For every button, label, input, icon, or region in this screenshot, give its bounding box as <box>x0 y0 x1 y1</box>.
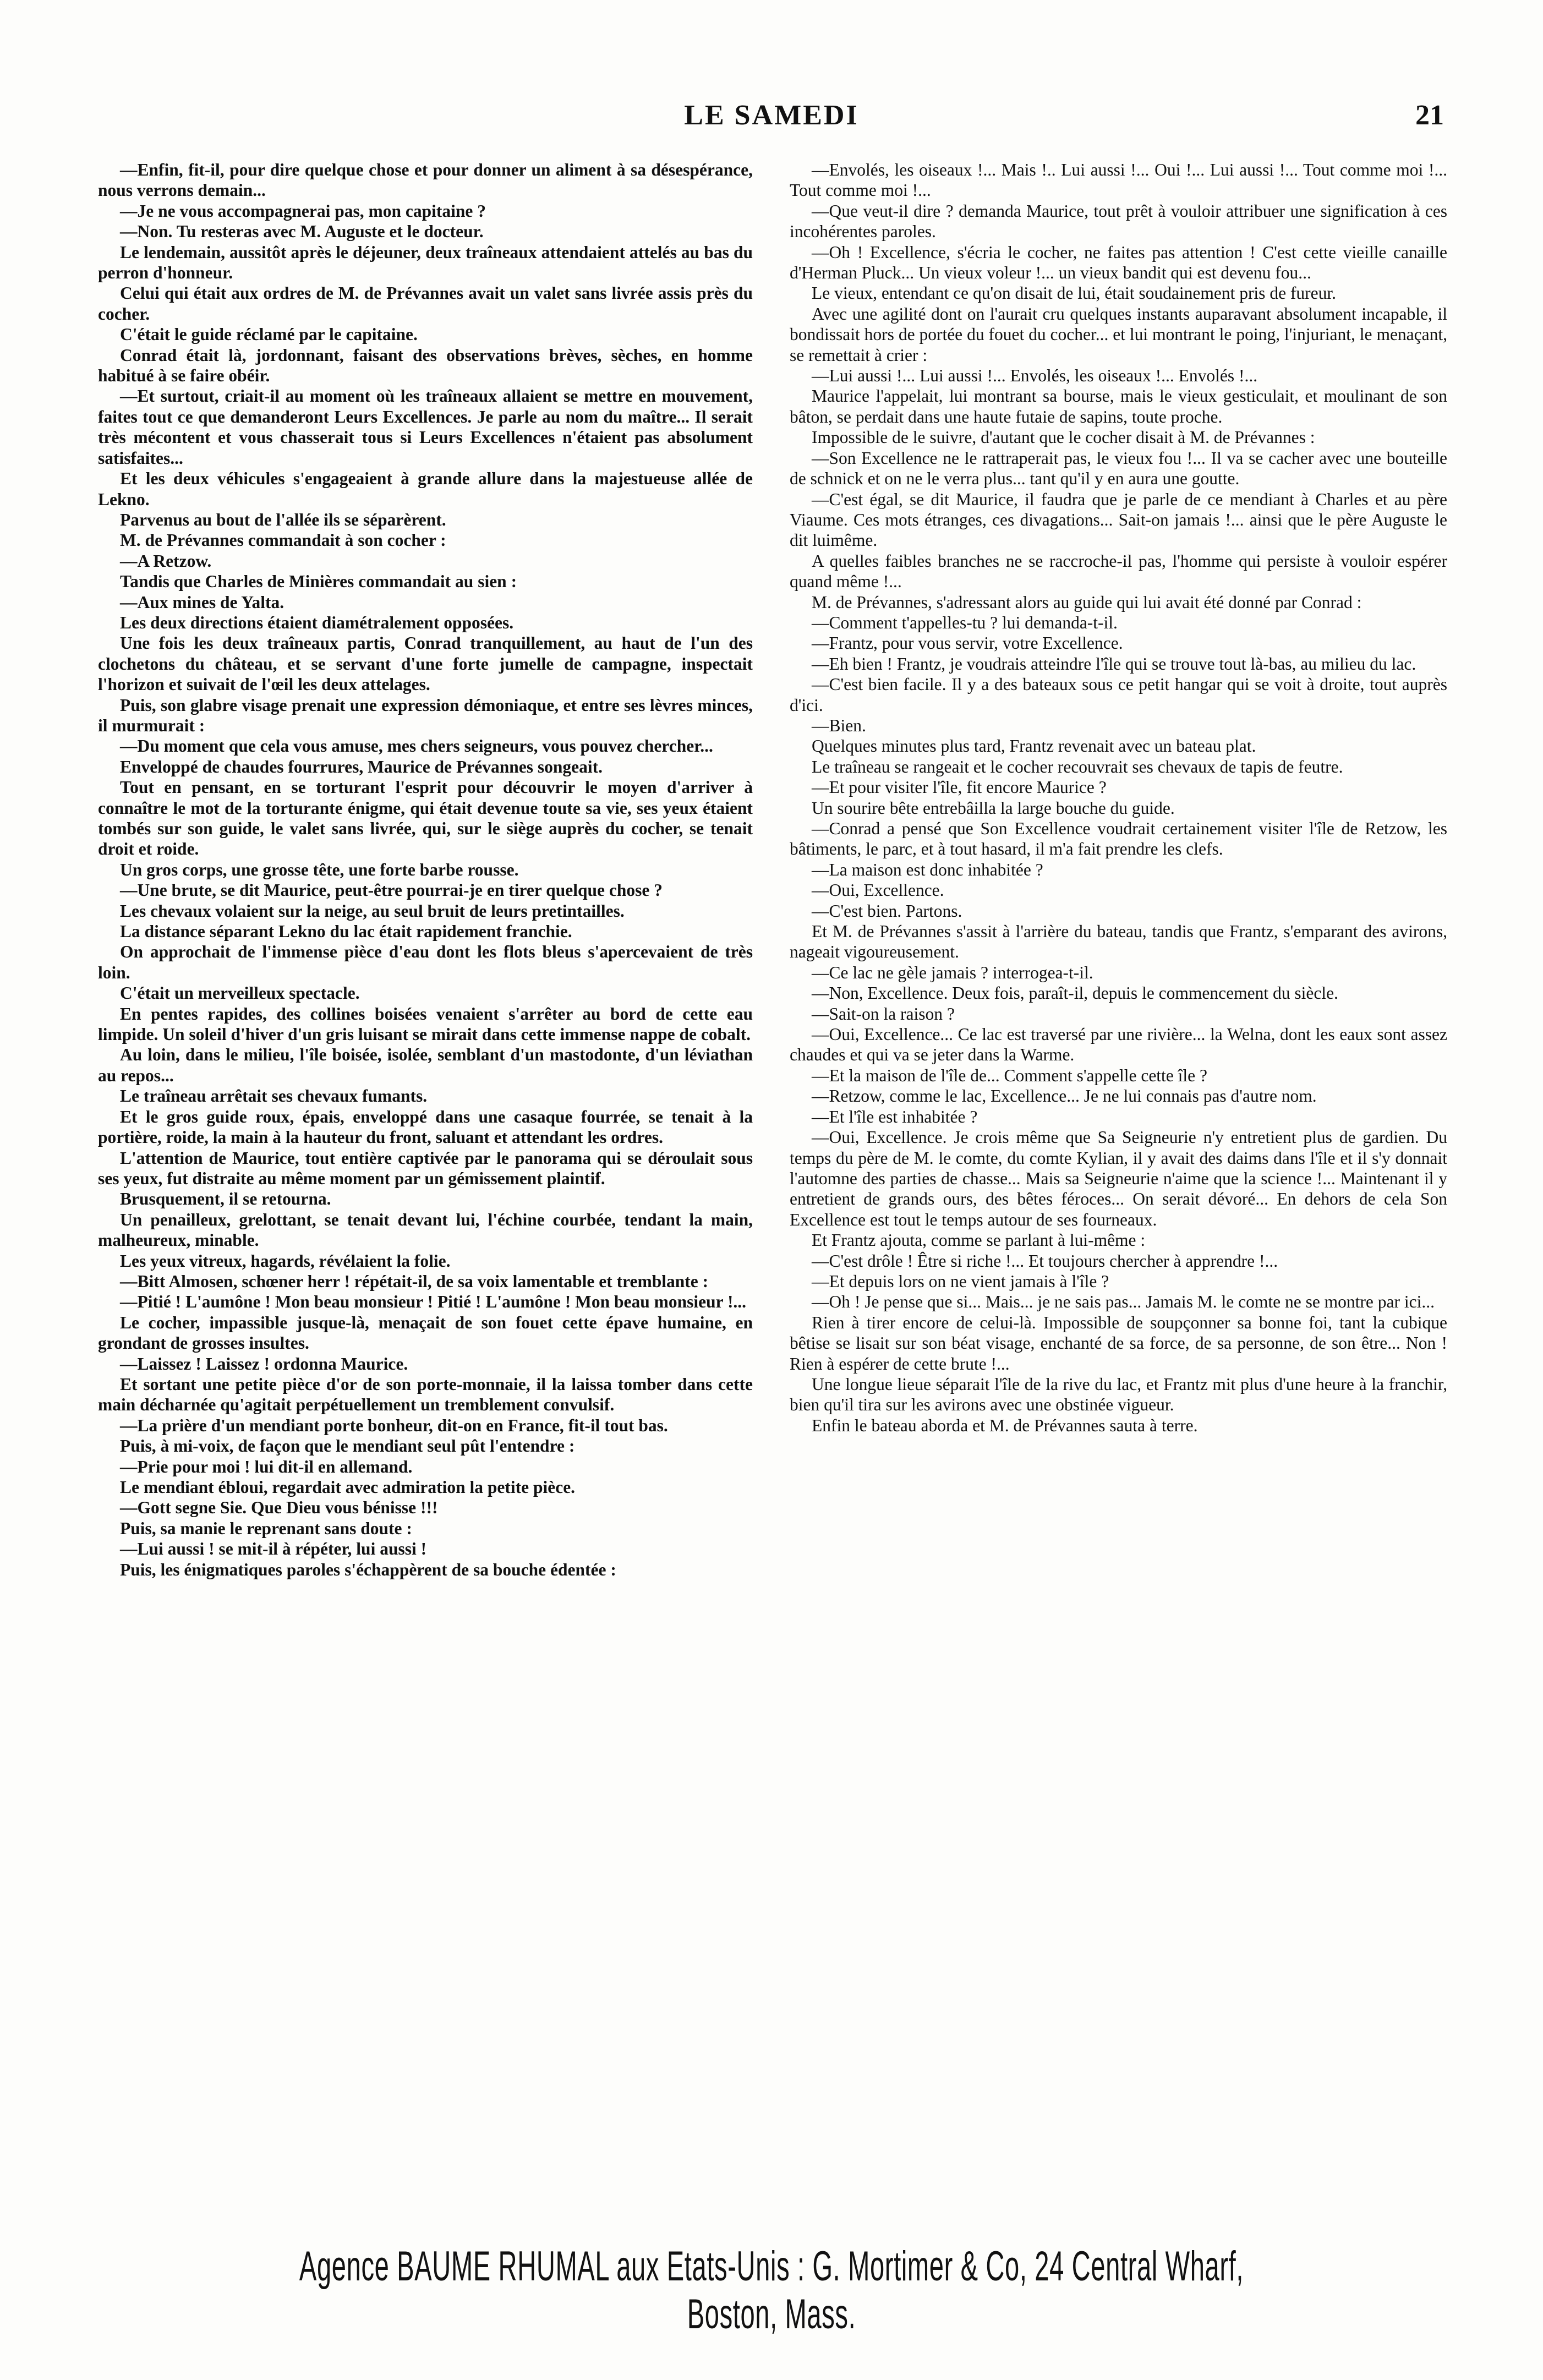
paragraph: Puis, son glabre visage prenait une expression démoniaque, et entre ses lèvres minces, il murmurait : <box>98 695 753 735</box>
paragraph: —Et depuis lors on ne vient jamais à l'île ? <box>812 1271 1109 1291</box>
paragraph: Rien à tirer encore de celui-là. Impossible de soupçonner sa bonne foi, tant la cubique bêtise se lisait sur son béat visage, enchanté de sa force, de sa personne, de son être... Non ! Rien à espérer de cette brute !... <box>790 1312 1447 1374</box>
paragraph: —Et pour visiter l'île, fit encore Maurice ? <box>812 778 1107 797</box>
paragraph: Les deux directions étaient diamétralement opposées. <box>120 612 514 632</box>
paragraph: —Non, Excellence. Deux fois, paraît-il, depuis le commencement du siècle. <box>812 983 1338 1003</box>
paragraph: —Et l'île est inhabitée ? <box>812 1107 978 1126</box>
paragraph: Conrad était là, jordonnant, faisant des observations brèves, sèches, en homme habitué à se faire obéir. <box>98 345 753 386</box>
paragraph: —Eh bien ! Frantz, je voudrais atteindre l'île qui se trouve tout là-bas, au milieu du lac. <box>812 654 1416 674</box>
paragraph: On approchait de l'immense pièce d'eau dont les flots bleus s'apercevaient de très loin. <box>98 942 753 982</box>
paragraph: Le traîneau se rangeait et le cocher recouvrait ses chevaux de tapis de feutre. <box>812 757 1343 776</box>
paragraph: —La maison est donc inhabitée ? <box>812 860 1043 879</box>
paragraph: —Conrad a pensé que Son Excellence voudrait certainement visiter l'île de Retzow, les bâtiments, le parc, et à tout hasard, il m'a fait prendre les clefs. <box>790 819 1447 859</box>
paragraph: —Lui aussi ! se mit-il à répéter, lui aussi ! <box>120 1539 427 1559</box>
paragraph: Le cocher, impassible jusque-là, menaçait de son fouet cette épave humaine, en grondant de grosses insultes. <box>98 1312 753 1353</box>
paragraph: Avec une agilité dont on l'aurait cru quelques instants auparavant absolument incapable, il bondissait hors de portée du fouet du cocher... et lui montrant le poing, l'injuriant, le menaçant, se remettait à crier : <box>790 304 1447 365</box>
paragraph: Et M. de Prévannes s'assit à l'arrière du bateau, tandis que Frantz, s'emparant des avirons, nageait vigoureusement. <box>790 922 1447 962</box>
paragraph: Un sourire bête entrebâilla la large bouche du guide. <box>812 798 1175 818</box>
paragraph: Et les deux véhicules s'engageaient à grande allure dans la majestueuse allée de Lekno. <box>98 469 753 509</box>
paragraph: Le mendiant ébloui, regardait avec admiration la petite pièce. <box>120 1478 576 1497</box>
paragraph: Puis, sa manie le reprenant sans doute : <box>120 1518 412 1538</box>
paragraph: L'attention de Maurice, tout entière captivée par le panorama qui se déroulait sous ses yeux, fut distraite au même moment par un gémissement plaintif. <box>98 1148 753 1188</box>
paragraph: —C'est bien. Partons. <box>812 901 962 921</box>
paragraph: A quelles faibles branches ne se raccroche-il pas, l'homme qui persiste à vouloir espérer quand même !... <box>790 551 1447 592</box>
paragraph: —A Retzow. <box>120 551 212 571</box>
paragraph: Enfin le bateau aborda et M. de Prévannes sauta à terre. <box>812 1415 1198 1435</box>
paragraph: C'était le guide réclamé par le capitaine. <box>120 325 418 344</box>
footer-advertisement: Agence BAUME RHUMAL aux Etats-Unis : G. Mortimer & Co, 24 Central Wharf, Boston, Mass. <box>299 2243 1244 2338</box>
paragraph: —Retzow, comme le lac, Excellence... Je ne lui connais pas d'autre nom. <box>812 1086 1317 1106</box>
paragraph: —Oh ! Excellence, s'écria le cocher, ne faites pas attention ! C'est cette vieille canaille d'Herman Pluck... Un vieux voleur !... un vieux bandit qui est devenu fou... <box>790 242 1447 283</box>
paragraph: —C'est bien facile. Il y a des bateaux sous ce petit hangar qui se voit à droite, tout auprès d'ici. <box>790 675 1447 715</box>
paragraph: Puis, à mi-voix, de façon que le mendiant seul pût l'entendre : <box>120 1436 575 1456</box>
paragraph: M. de Prévannes commandait à son cocher : <box>120 530 446 550</box>
paragraph: M. de Prévannes, s'adressant alors au guide qui lui avait été donné par Conrad : <box>812 592 1362 612</box>
paragraph: —Laissez ! Laissez ! ordonna Maurice. <box>120 1354 408 1374</box>
paragraph: —Oui, Excellence... Ce lac est traversé par une rivière... la Welna, dont les eaux sont assez chaudes et qui va se jeter dans la Warme. <box>790 1025 1447 1065</box>
paragraph: —Sait-on la raison ? <box>812 1004 955 1024</box>
paragraph: —Bien. <box>812 715 866 735</box>
paragraph: —Oui, Excellence. <box>812 880 944 900</box>
paragraph: La distance séparant Lekno du lac était rapidement franchie. <box>120 922 572 942</box>
paragraph: Le vieux, entendant ce qu'on disait de lui, était soudainement pris de fureur. <box>812 283 1337 303</box>
paragraph: En pentes rapides, des collines boisées venaient s'arrêter au bord de cette eau limpide. Un soleil d'hiver d'un gris luisant se mirait dans cette immense nappe de cobalt. <box>98 1004 753 1044</box>
right-column <box>790 160 1447 2179</box>
paragraph: —Que veut-il dire ? demanda Maurice, tout prêt à vouloir attribuer une signification à ces incohérentes paroles. <box>790 201 1447 242</box>
page-header <box>0 99 1543 149</box>
paragraph: —Oui, Excellence. Je crois même que Sa Seigneurie n'y entretient plus de gardien. Du temps du père de M. le comte, du comte Kylian, il y avait des daims dans l'île et il s'y donnait l'automne des parties de chasse... Mais sa Seigneurie n'aime que la science !... Maintenant il y entretient de grands ours, des bêtes féroces... On serait dévoré... En dehors de cela Son Excellence est tout le temps autour de ses fourneaux. <box>790 1128 1447 1229</box>
paragraph: Les chevaux volaient sur la neige, au seul bruit de leurs pretintailles. <box>120 901 625 921</box>
paragraph: —Gott segne Sie. Que Dieu vous bénisse !!! <box>120 1498 438 1518</box>
paragraph: Parvenus au bout de l'allée ils se séparèrent. <box>120 510 446 529</box>
paragraph: Quelques minutes plus tard, Frantz revenait avec un bateau plat. <box>812 736 1256 756</box>
paragraph: —Une brute, se dit Maurice, peut-être pourrai-je en tirer quelque chose ? <box>120 880 663 900</box>
paragraph: Enveloppé de chaudes fourrures, Maurice de Prévannes songeait. <box>120 757 603 776</box>
paragraph: —Son Excellence ne le rattraperait pas, le vieux fou !... Il va se cacher avec une bouteille de schnick et on ne le verra plus... tant qu'il y en aura une goutte. <box>790 448 1447 489</box>
paragraph: —La prière d'un mendiant porte bonheur, dit-on en France, fit-il tout bas. <box>120 1415 668 1435</box>
paragraph: C'était un merveilleux spectacle. <box>120 983 360 1003</box>
paragraph: —Du moment que cela vous amuse, mes chers seigneurs, vous pouvez chercher... <box>120 736 713 756</box>
paragraph: Tandis que Charles de Minières commandait au sien : <box>120 572 517 592</box>
paragraph: —Aux mines de Yalta. <box>120 592 284 612</box>
paragraph: Et le gros guide roux, épais, enveloppé dans une casaque fourrée, se tenait à la portière, roide, la main à la hauteur du front, saluant et attendant les ordres. <box>98 1107 753 1147</box>
paragraph: Brusquement, il se retourna. <box>120 1189 331 1209</box>
paragraph: —Enfin, fit-il, pour dire quelque chose et pour donner un aliment à sa désespérance, nous verrons demain... <box>98 160 753 200</box>
paragraph: —Lui aussi !... Lui aussi !... Envolés, les oiseaux !... Envolés !... <box>812 366 1258 386</box>
paragraph: —Frantz, pour vous servir, votre Excellence. <box>812 633 1123 653</box>
paragraph: —Et la maison de l'île de... Comment s'appelle cette île ? <box>812 1065 1208 1085</box>
page-title: LE SAMEDI <box>684 100 859 131</box>
paragraph: —C'est égal, se dit Maurice, il faudra que je parle de ce mendiant à Charles et au père Viaume. Ces mots étranges, ces divagations... Sait-on jamais !... ainsi que le père Auguste le dit luimême. <box>790 489 1447 550</box>
paragraph: —Comment t'appelles-tu ? lui demanda-t-il. <box>812 612 1118 632</box>
paragraph: Un gros corps, une grosse tête, une forte barbe rousse. <box>120 860 519 879</box>
paragraph: Tout en pensant, en se torturant l'esprit pour découvrir le moyen d'arriver à connaître le mot de la torturante énigme, qui était devenue toute sa vie, ses yeux étaient tombés sur son guide, le valet sans livrée, qui, sur le siège auprès du cocher, se tenait droit et roide. <box>98 778 753 859</box>
paragraph: Les yeux vitreux, hagards, révélaient la folie. <box>120 1251 451 1271</box>
paragraph: Maurice l'appelait, lui montrant sa bourse, mais le vieux gesticulait, et moulinant de son bâton, se perdait dans une haute futaie de sapins, toute proche. <box>790 386 1447 426</box>
paragraph: Une fois les deux traîneaux partis, Conrad tranquillement, au haut de l'un des clochetons du château, et se servant d'une forte jumelle de campagne, inspectait l'horizon et suivait de l'œil les deux attelages. <box>98 633 753 694</box>
page-number: 21 <box>1415 100 1444 131</box>
paragraph: —C'est drôle ! Être si riche !... Et toujours chercher à apprendre !... <box>812 1251 1278 1271</box>
paragraph: Le lendemain, aussitôt après le déjeuner, deux traîneaux attendaient attelés au bas du perron d'honneur. <box>98 242 753 283</box>
paragraph: Celui qui était aux ordres de M. de Prévannes avait un valet sans livrée assis près du cocher. <box>98 283 753 324</box>
paragraph: Puis, les énigmatiques paroles s'échappèrent de sa bouche édentée : <box>120 1560 616 1579</box>
paragraph: —Prie pour moi ! lui dit-il en allemand. <box>120 1457 413 1476</box>
paragraph: —Pitié ! L'aumône ! Mon beau monsieur ! Pitié ! L'aumône ! Mon beau monsieur !... <box>120 1292 747 1312</box>
paragraph: —Envolés, les oiseaux !... Mais !.. Lui aussi !... Oui !... Lui aussi !... Tout comme moi !... Tout comme moi !... <box>790 160 1447 200</box>
paragraph: —Oh ! Je pense que si... Mais... je ne sais pas... Jamais M. le comte ne se montre par ici... <box>812 1292 1435 1312</box>
paragraph: Et Frantz ajouta, comme se parlant à lui-même : <box>812 1230 1146 1250</box>
left-column <box>98 160 753 2179</box>
paragraph: —Et surtout, criait-il au moment où les traîneaux allaient se mettre en mouvement, faites tout ce que demanderont Leurs Excellences. Je parle au nom du maître... Il serait très mécontent et vous chasserait tous si Leurs Excellences n'étaient pas absolument satisfaites... <box>98 386 753 468</box>
paragraph: Au loin, dans le milieu, l'île boisée, isolée, semblant d'un mastodonte, d'un léviathan au repos... <box>98 1045 753 1085</box>
paragraph: Le traîneau arrêtait ses chevaux fumants. <box>120 1086 428 1106</box>
paragraph: —Je ne vous accompagnerai pas, mon capitaine ? <box>120 201 486 221</box>
paragraph: Une longue lieue séparait l'île de la rive du lac, et Frantz mit plus d'une heure à la franchir, bien qu'il tira sur les avirons avec une obstinée vigueur. <box>790 1374 1447 1415</box>
paragraph: Et sortant une petite pièce d'or de son porte-monnaie, il la laissa tomber dans cette main décharnée qu'agitait perpétuellement un tremblement convulsif. <box>98 1374 753 1415</box>
paragraph: —Ce lac ne gèle jamais ? interrogea-t-il. <box>812 962 1093 982</box>
paragraph: —Non. Tu resteras avec M. Auguste et le docteur. <box>120 222 484 242</box>
paragraph: Impossible de le suivre, d'autant que le cocher disait à M. de Prévannes : <box>812 428 1315 447</box>
paragraph: —Bitt Almosen, schœner herr ! répétait-il, de sa voix lamentable et tremblante : <box>120 1271 709 1291</box>
paragraph: Un penailleux, grelottant, se tenait devant lui, l'échine courbée, tendant la main, malheureux, minable. <box>98 1210 753 1250</box>
